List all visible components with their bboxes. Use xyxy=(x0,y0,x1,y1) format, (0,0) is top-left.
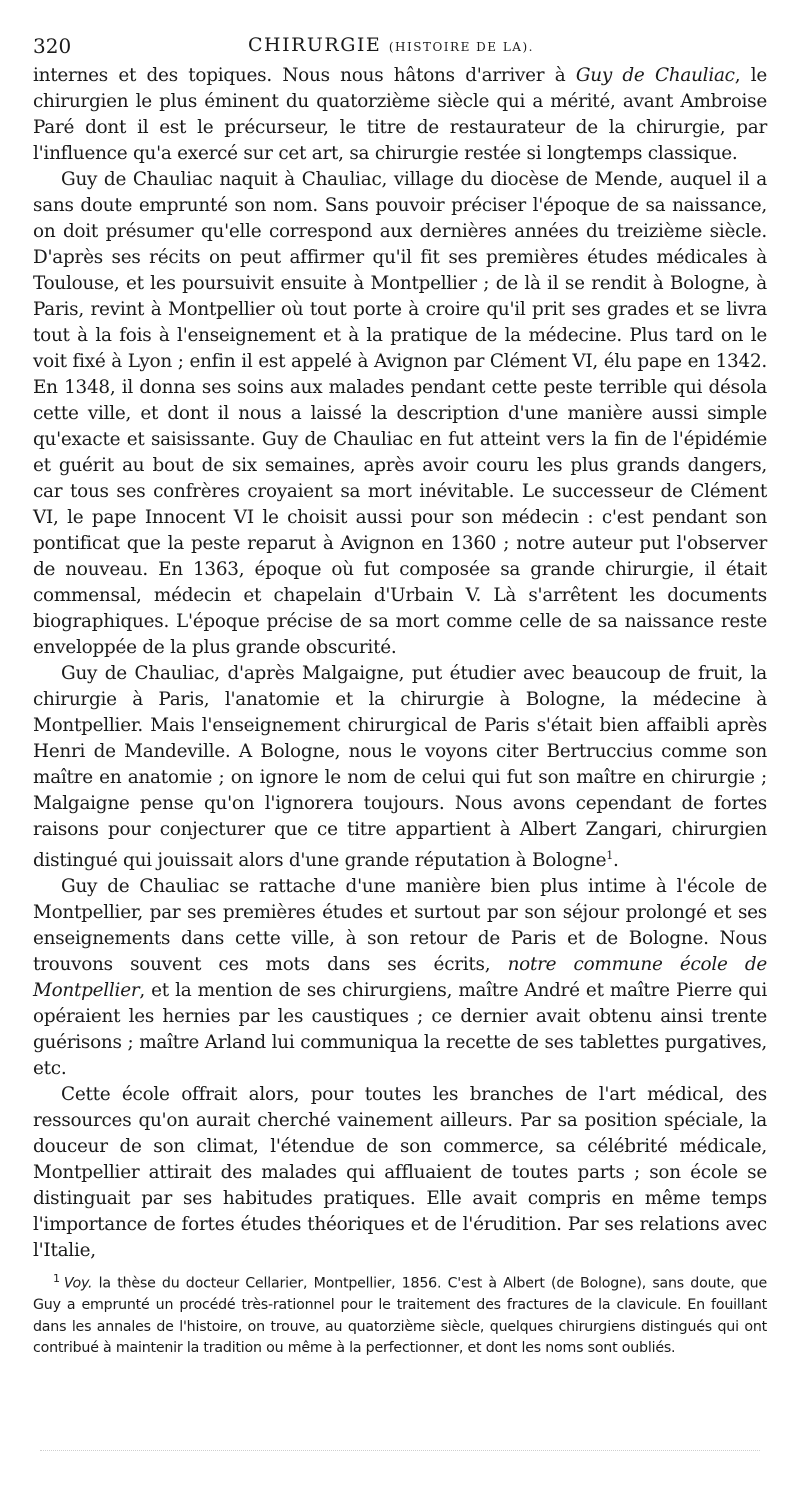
running-title-main: CHIRURGIE xyxy=(248,34,382,56)
running-title-sub: (HISTOIRE DE LA). xyxy=(388,40,534,54)
footnote-mark: 1 xyxy=(53,1272,60,1285)
running-header xyxy=(33,34,767,60)
paragraph-1-name: Guy de Chauliac xyxy=(575,65,735,86)
paragraph-4-pre: Guy de Chauliac se rattache d'une manière bien plus intime à l'école de Montpellier, par ses premières études et surtout par son séjour prolongé et ses enseignements dans cette ville, à son retour de Paris et de Bologne. Nous trouvons souvent ces mots dans ses écrits, xyxy=(33,876,767,976)
body-text xyxy=(33,63,767,1264)
paragraph-4 xyxy=(33,874,767,1082)
paragraph-1 xyxy=(33,63,767,167)
paragraph-4-quote: notre commune école de Montpellier xyxy=(33,954,767,1002)
paragraph-1-pre: internes et des topiques. Nous nous hâtons d'arriver à xyxy=(33,65,576,86)
paragraph-2: Guy de Chauliac naquit à Chauliac, village du diocèse de Mende, auquel il a sans doute emprunté son nom. Sans pouvoir préciser l'époque de sa naissance, on doit présumer qu'elle correspond aux dernières années du treizième siècle. D'après ses récits on peut affirmer qu'il fit ses premières études médicales à Toulouse, et les poursuivit ensuite à Montpellier ; de là il se rendit à Bologne, à Paris, revint à Montpellier où tout porte à croire qu'il prit ses grades et se livra tout à la fois à l'enseignement et à la pratique de la médecine. Plus tard on le voit fixé à Lyon ; enfin il est appelé à Avignon par Clément VI, élu pape en 1342. En 1348, il donna ses soins aux malades pendant cette peste terrible qui désola cette ville, et dont il nous a laissé la description d'une manière aussi simple qu'exacte et saisissante. Guy de Chauliac en fut atteint vers la fin de l'épidémie et guérit au bout de six semaines, après avoir couru les plus grands dangers, car tous ses confrères croyaient sa mort inévitable. Le successeur de Clément VI, le pape Innocent VI le choisit aussi pour son médecin : c'est pendant son pontificat que la peste reparut à Avignon en 1360 ; notre auteur put l'observer de nouveau. En 1363, époque où fut composée sa grande chirurgie, il était commensal, médecin et chapelain d'Urbain V. Là s'arrêtent les documents biographiques. L'époque précise de sa mort comme celle de sa naissance reste enveloppée de la plus grande obscurité. xyxy=(33,169,767,658)
page-number: 320 xyxy=(33,34,72,58)
paragraph-3-tail: . xyxy=(613,850,619,872)
paragraph-5: Cette école offrait alors, pour toutes les branches de l'art médical, des ressources qu'on aurait cherché vainement ailleurs. Par sa position spéciale, la douceur de son climat, l'étendue de son commerce, sa célébrité médicale, Montpellier attirait des malades qui affluaient de toutes parts ; son école se distinguait par ses habitudes pratiques. Elle avait compris en même temps l'importance de fortes études théoriques et de l'érudition. Par ses relations avec l'Italie, xyxy=(33,1084,767,1262)
footnote xyxy=(33,1268,767,1360)
running-title xyxy=(248,34,534,56)
footnote-text: la thèse du docteur Cellarier, Montpellier, 1856. C'est à Albert (de Bologne), sans doute, que Guy a emprunté un procédé très-rationnel pour le traitement des fractures de la clavicule. En fouillant dans les annales de l'histoire, on trouve, au quatorzième siècle, quelques chirurgiens distingués qui ont contribué à maintenir la tradition ou même à la perfectionner, et dont les noms sont oubliés. xyxy=(33,1275,767,1357)
paragraph-3-text: Guy de Chauliac, d'après Malgaigne, put étudier avec beaucoup de fruit, la chirurgie à Paris, l'anatomie et la chirurgie à Bologne, la médecine à Montpellier. Mais l'enseignement chirurgical de Paris s'était bien affaibli après Henri de Mandeville. A Bologne, nous le voyons citer Bertruccius comme son maître en anatomie ; on ignore le nom de celui qui fut son maître en chirurgie ; Malgaigne pense qu'on l'ignorera toujours. Nous avons cependant de fortes raisons pour conjecturer que ce titre appartient à Albert Zangari, chirurgien distingué qui jouissait alors d'une grande réputation à Bologne xyxy=(33,663,767,872)
footnote-voy: Voy. xyxy=(63,1275,93,1292)
paragraph-3 xyxy=(33,661,767,874)
paragraph-1-post: , le chirurgien le plus éminent du quatorzième siècle qui a mérité, avant Ambroise Paré dont il est le précurseur, le titre de restaurateur de la chirurgie, par l'influence qu'a exercé sur cet art, sa chirurgie restée si longtemps classique. xyxy=(33,65,767,164)
footnote-reference: 1 xyxy=(606,849,614,862)
paragraph-4-post: , et la mention de ses chirurgiens, maître André et maître Pierre qui opéraient les hernies par les caustiques ; ce dernier avait obtenu ainsi trente guérisons ; maître Arland lui communiqua la recette de ses tablettes purgatives, etc. xyxy=(33,980,767,1080)
page-bottom-smudge xyxy=(40,1450,760,1452)
